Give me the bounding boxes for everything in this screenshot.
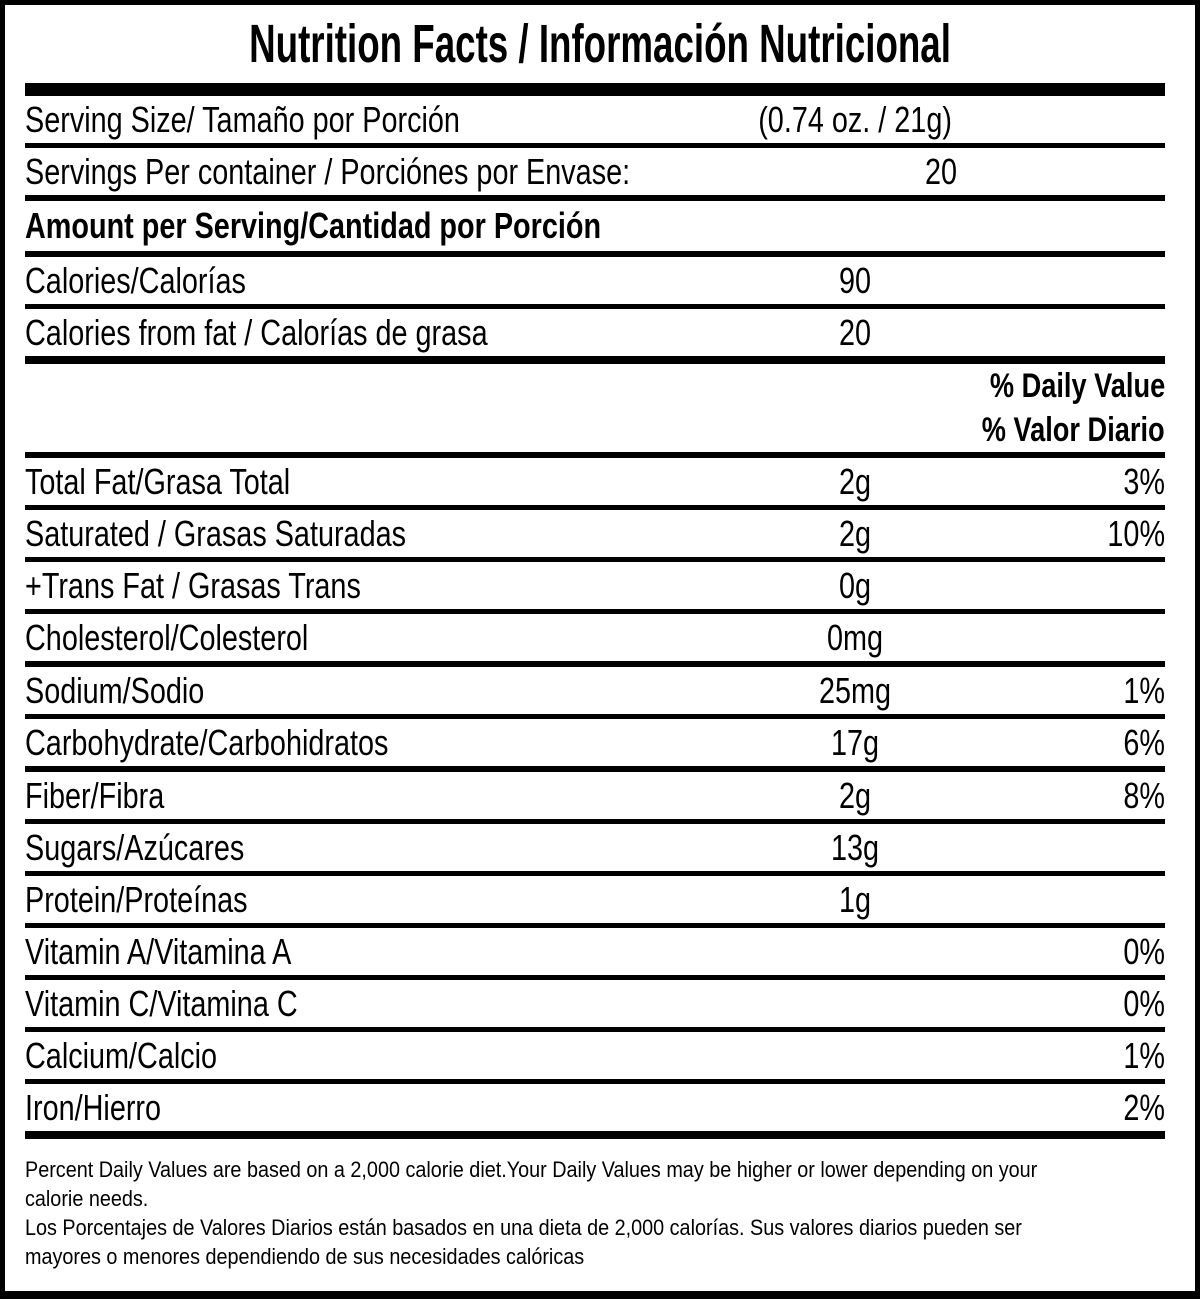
nutrient-label: Sugars/Azúcares [25,826,245,868]
footnote [5,1139,1195,1271]
calories-from-fat-row [25,309,1165,356]
amount-per-serving-header: Amount per Serving/Cantidad por Porción [25,205,602,246]
nutrient-amount: 1g [838,878,872,920]
nutrient-label: Vitamin C/Vitamina C [25,982,298,1024]
calories-from-fat-label: Calories from fat / Calorías de grasa [25,311,488,353]
nutrient-label: +Trans Fat / Grasas Trans [25,564,361,606]
nutrient-label: Total Fat/Grasa Total [25,460,291,502]
footnote-en-line2: calorie needs. [25,1186,149,1211]
nutrient-daily-value: 1% [1123,1034,1165,1076]
nutrient-label: Vitamin A/Vitamina A [25,930,292,972]
nutrient-label: Fiber/Fibra [25,774,165,816]
calories-row [25,257,1165,304]
nutrient-row-calcium [25,1032,1165,1079]
nutrient-row-trans-fat [25,562,1165,609]
nutrient-daily-value: 0% [1123,930,1165,972]
servings-per-container-label: Servings Per container / Porciónes por Envase: [25,150,631,192]
nutrient-row-carbohydrate [25,719,1165,766]
nutrient-row-iron [25,1084,1165,1131]
nutrient-row-sugars [25,824,1165,871]
nutrient-daily-value: 6% [1123,721,1165,763]
nutrient-label: Cholesterol/Colesterol [25,616,309,658]
amount-per-serving-header-row [25,201,1165,251]
nutrient-daily-value: 3% [1123,460,1165,502]
nutrient-amount: 17g [830,721,880,763]
nutrient-row-total-fat [25,458,1165,505]
nutrient-label: Protein/Proteínas [25,878,248,920]
daily-value-header-en-row [25,364,1165,408]
nutrient-row-fiber [25,772,1165,819]
divider [25,1131,1165,1139]
calories-from-fat-value: 20 [838,311,872,353]
nutrient-amount: 25mg [818,669,892,711]
nutrient-label: Calcium/Calcio [25,1034,218,1076]
footnote-en-line1: Percent Daily Values are based on a 2,000 calorie diet.Your Daily Values may be higher or lower depending on your [25,1157,1038,1182]
calories-value: 90 [838,259,872,301]
label-header [5,5,1195,83]
nutrient-row-vitamin-c [25,980,1165,1027]
nutrient-row-protein [25,876,1165,923]
nutrient-row-saturated-fat [25,510,1165,557]
footnote-es-line2: mayores o menores dependiendo de sus necesidades calóricas [25,1244,585,1269]
calories-label: Calories/Calorías [25,259,246,301]
nutrient-amount: 2g [838,512,872,554]
nutrient-label: Sodium/Sodio [25,669,205,711]
nutrient-label: Saturated / Grasas Saturadas [25,512,407,554]
serving-size-row [25,96,1165,143]
daily-value-header-es-row [25,408,1165,452]
servings-per-container-value: 20 [925,150,958,192]
nutrient-row-cholesterol [25,614,1165,661]
nutrient-label: Carbohydrate/Carbohidratos [25,721,389,763]
nutrient-daily-value: 10% [1107,512,1165,554]
nutrient-amount: 2g [838,460,872,502]
header-bar [25,83,1165,96]
daily-value-header-en: % Daily Value [989,366,1165,405]
nutrient-daily-value: 8% [1123,774,1165,816]
serving-size-label: Serving Size/ Tamaño por Porción [25,98,460,140]
nutrient-amount: 13g [830,826,880,868]
nutrient-label: Iron/Hierro [25,1086,162,1128]
serving-size-value: (0.74 oz. / 21g) [758,98,952,140]
nutrient-daily-value: 2% [1123,1086,1165,1128]
daily-value-header-es: % Valor Diario [982,410,1165,449]
nutrient-row-vitamin-a [25,928,1165,975]
nutrient-amount: 2g [838,774,872,816]
nutrient-row-sodium [25,667,1165,714]
footnote-es-line1: Los Porcentajes de Valores Diarios están basados en una dieta de 2,000 calorías. Sus valores diarios pueden ser [25,1215,1022,1240]
nutrient-daily-value: 0% [1123,982,1165,1024]
servings-per-container-row [25,148,1165,195]
label-title: Nutrition Facts / Información Nutricional [249,14,951,74]
nutrient-daily-value: 1% [1123,669,1165,711]
nutrient-amount: 0g [838,564,872,606]
divider [25,356,1165,364]
nutrient-amount: 0mg [826,616,884,658]
